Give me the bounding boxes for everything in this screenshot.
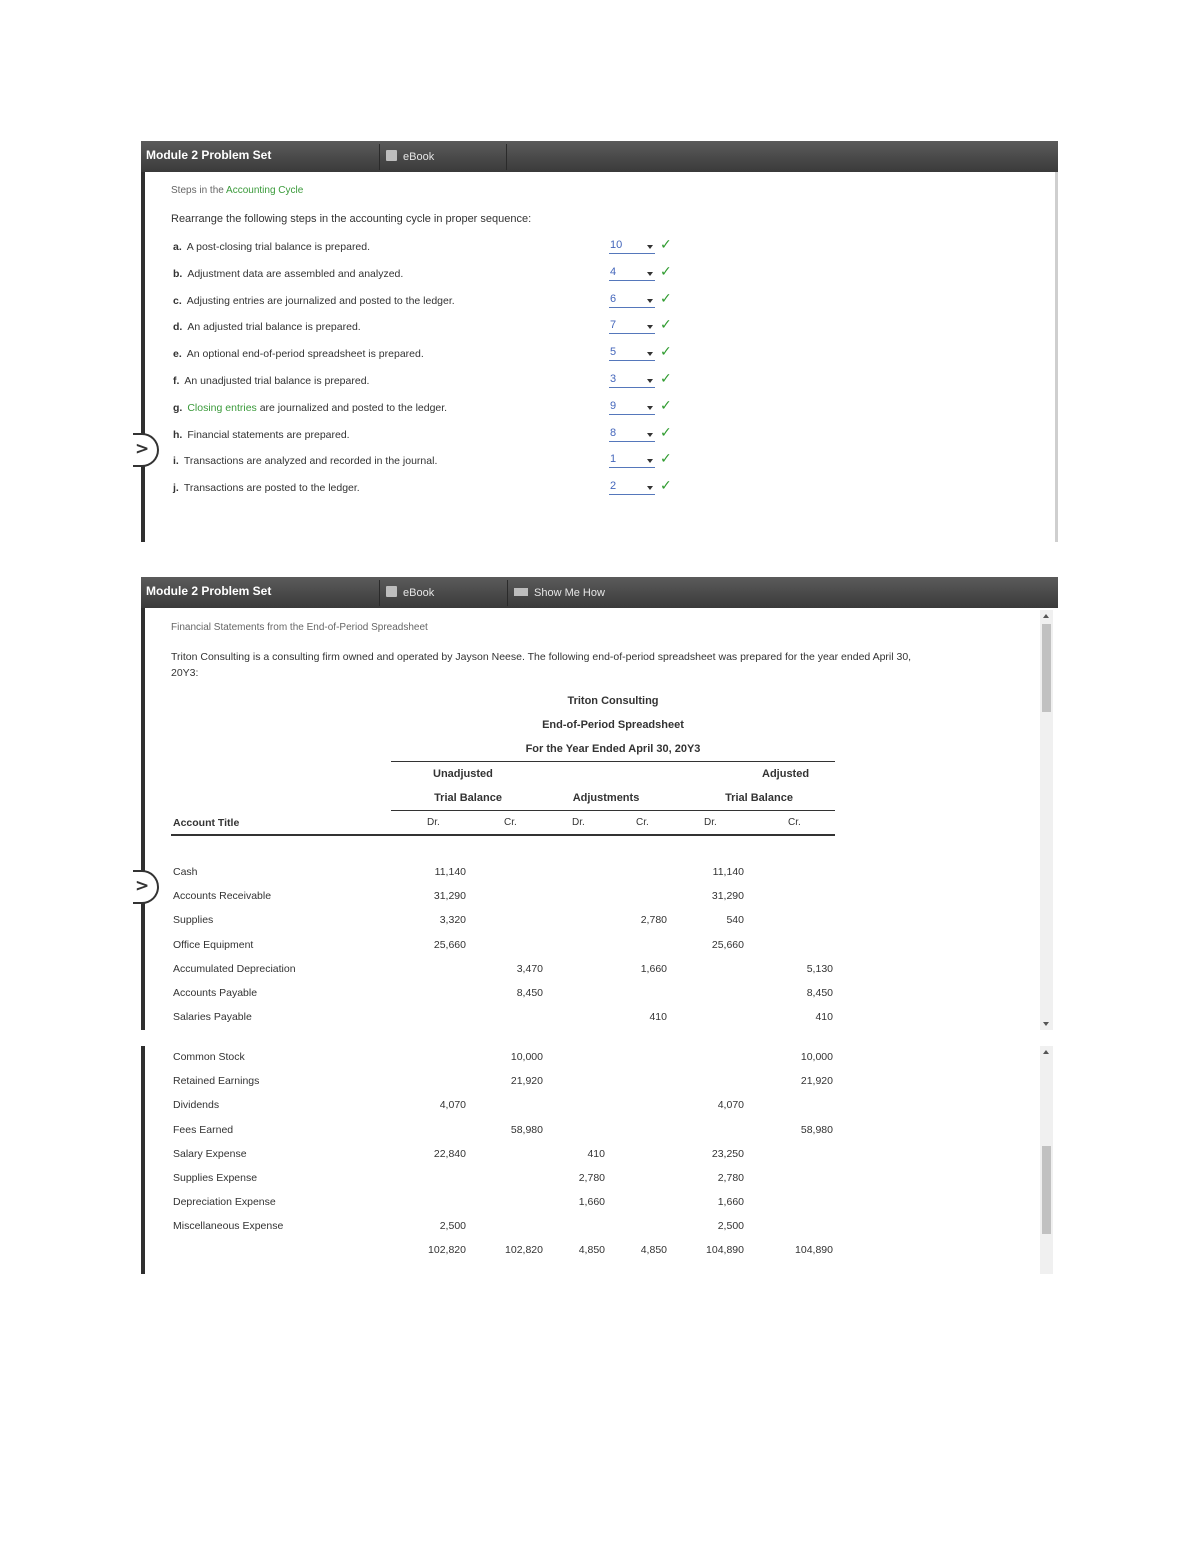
amount-cell: 4,070 — [439, 1099, 466, 1112]
chevron-down-icon — [647, 406, 653, 410]
chevron-down-icon — [647, 245, 653, 249]
ebook-label: eBook — [403, 151, 435, 163]
dropdown-value: 6 — [610, 292, 617, 305]
sequence-dropdown[interactable] — [609, 426, 655, 442]
amount-cell: 11,140 — [434, 866, 466, 878]
amount-cell: 3,320 — [439, 914, 466, 927]
sequence-dropdown[interactable] — [609, 455, 655, 468]
expand-arrow-icon[interactable]: > — [133, 870, 159, 904]
chevron-down-icon — [647, 459, 653, 463]
accounting-cycle-link[interactable]: Accounting Cycle — [226, 185, 304, 196]
col-cr-adjusted: Cr. — [788, 817, 801, 828]
amount-cell: 23,250 — [711, 1147, 744, 1160]
step-letter: d. — [173, 321, 183, 334]
amount-cell: 58,980 — [510, 1123, 543, 1136]
step-letter: c. — [173, 294, 182, 307]
scrollbar[interactable] — [1040, 1046, 1053, 1274]
amount-cell: 410 — [587, 1147, 605, 1160]
col-dr-adjustments: Dr. — [572, 817, 585, 828]
total-cell: 102,820 — [428, 1244, 466, 1256]
step-letter: h. — [173, 428, 183, 441]
panel-left-border — [141, 172, 145, 542]
account-title-header: Account Title — [173, 817, 240, 829]
panel-right-border — [1055, 172, 1058, 542]
chevron-down-icon — [647, 352, 653, 356]
amount-cell: 8,450 — [806, 987, 833, 999]
step-item — [173, 268, 403, 280]
chevron-down-icon — [647, 379, 653, 383]
account-title: Accumulated Depreciation — [173, 962, 296, 975]
spreadsheet-title: End-of-Period Spreadsheet — [542, 719, 684, 731]
step-item — [173, 429, 350, 441]
expand-arrow-icon[interactable]: > — [133, 433, 159, 467]
checkmark-icon: ✓ — [660, 317, 672, 334]
spreadsheet-continued-panel — [141, 1046, 1058, 1274]
total-cell: 4,850 — [578, 1244, 605, 1256]
amount-cell: 11,140 — [712, 866, 744, 878]
step-item — [173, 375, 369, 387]
account-title: Salaries Payable — [173, 1011, 252, 1024]
unadjusted-label: Unadjusted — [433, 768, 493, 780]
step-letter: g. — [173, 401, 183, 414]
show-me-how-label: Show Me How — [534, 587, 605, 599]
ebook-tab[interactable] — [379, 144, 506, 170]
total-cell: 104,890 — [706, 1244, 744, 1256]
step-text: An unadjusted trial balance is prepared. — [184, 375, 370, 387]
step-letter: i. — [173, 455, 179, 468]
checkmark-icon: ✓ — [660, 371, 672, 387]
chevron-down-icon — [647, 486, 653, 490]
ebook-label: eBook — [403, 587, 435, 599]
step-item — [173, 482, 360, 494]
account-title: Supplies — [173, 914, 214, 927]
adjusted-label: Adjusted — [762, 768, 810, 780]
sequence-dropdown[interactable] — [609, 241, 655, 254]
group-rule — [391, 810, 835, 811]
step-text: Adjusting entries are journalized and posted to the ledger. — [186, 294, 455, 307]
amount-cell: 410 — [815, 1011, 833, 1024]
dropdown-value: 5 — [610, 346, 617, 359]
step-letter: a. — [173, 241, 182, 253]
panel-title: Module 2 Problem Set — [146, 584, 272, 598]
sequence-dropdown[interactable] — [609, 399, 655, 415]
sequence-dropdown[interactable] — [609, 292, 655, 308]
panel-header — [141, 141, 1058, 172]
amount-cell: 1,660 — [578, 1196, 605, 1209]
account-title: Accounts Receivable — [173, 890, 272, 903]
account-title: Common Stock — [173, 1051, 245, 1063]
amount-cell: 2,500 — [717, 1220, 744, 1233]
sequence-dropdown[interactable] — [609, 321, 655, 334]
intro-text-line1: Triton Consulting is a consulting firm owned and operated by Jayson Neese. The following end-of-period spreadsheet was prepared for the year ended April 30, — [171, 651, 912, 663]
step-item — [173, 241, 370, 253]
show-me-how-tab[interactable] — [507, 580, 647, 606]
checkmark-icon: ✓ — [660, 290, 672, 307]
step-text: A post-closing trial balance is prepared. — [186, 241, 371, 253]
account-title: Miscellaneous Expense — [173, 1220, 284, 1233]
problem-subtitle: Financial Statements from the End-of-Period Spreadsheet — [171, 622, 428, 633]
amount-cell: 21,920 — [510, 1075, 543, 1088]
checkmark-icon: ✓ — [660, 397, 672, 414]
account-title: Dividends — [173, 1099, 220, 1112]
amount-cell: 5,130 — [806, 962, 833, 975]
checkmark-icon: ✓ — [660, 263, 672, 280]
instructions: Rearrange the following steps in the accounting cycle in proper sequence: — [171, 213, 532, 225]
dropdown-value: 7 — [610, 319, 617, 332]
panel-header — [141, 577, 1058, 608]
header-rule — [391, 761, 835, 762]
amount-cell: 1,660 — [717, 1196, 744, 1209]
amount-cell: 4,070 — [717, 1099, 744, 1112]
sequence-dropdown[interactable] — [609, 348, 655, 361]
step-text: An optional end-of-period spreadsheet is prepared. — [186, 348, 424, 361]
dropdown-value: 2 — [610, 480, 617, 493]
adjusted-trial-balance-label: Trial Balance — [725, 792, 793, 804]
scroll-thumb[interactable] — [1042, 1146, 1051, 1234]
step-text: Transactions are posted to the ledger. — [183, 482, 360, 495]
step-text: are journalized and posted to the ledger. — [256, 401, 448, 414]
scroll-thumb[interactable] — [1042, 624, 1051, 712]
amount-cell: 410 — [649, 1011, 667, 1024]
step-item — [173, 402, 447, 414]
chevron-down-icon — [647, 433, 653, 437]
amount-cell: 2,780 — [640, 914, 667, 927]
step-letter: e. — [173, 348, 182, 361]
intro-text-line2: 20Y3: — [171, 667, 199, 679]
amount-cell: 2,500 — [439, 1220, 466, 1233]
sequence-dropdown[interactable] — [609, 375, 655, 388]
video-camera-icon — [514, 588, 528, 596]
sequence-dropdown[interactable] — [609, 482, 655, 495]
step-item — [173, 295, 455, 307]
step-letter: f. — [173, 375, 180, 387]
account-title: Cash — [173, 866, 198, 878]
unadjusted-trial-balance-label: Trial Balance — [434, 792, 502, 804]
amount-cell: 22,840 — [433, 1147, 466, 1160]
amount-cell: 10,000 — [800, 1051, 833, 1063]
book-icon — [386, 150, 397, 161]
ebook-tab[interactable] — [379, 580, 506, 606]
col-cr-unadjusted: Cr. — [504, 817, 517, 828]
checkmark-icon: ✓ — [660, 424, 672, 441]
chevron-down-icon — [647, 299, 653, 303]
step-letter: b. — [173, 267, 183, 280]
scroll-down-icon[interactable] — [1043, 1022, 1049, 1026]
amount-cell: 540 — [726, 914, 744, 927]
col-dr-unadjusted: Dr. — [427, 817, 440, 828]
adjustments-label: Adjustments — [572, 792, 640, 804]
checkmark-icon: ✓ — [660, 478, 672, 495]
total-cell: 104,890 — [795, 1244, 833, 1256]
dropdown-value: 10 — [610, 239, 623, 251]
step-letter: j. — [173, 482, 179, 495]
account-title: Office Equipment — [173, 938, 254, 951]
company-name: Triton Consulting — [567, 695, 659, 707]
total-cell: 102,820 — [505, 1244, 543, 1256]
checkmark-icon: ✓ — [660, 451, 672, 468]
amount-cell: 8,450 — [516, 987, 543, 999]
chevron-down-icon — [647, 272, 653, 276]
closing-entries-link[interactable]: Closing entries — [187, 401, 257, 414]
step-item — [173, 348, 424, 360]
account-title: Depreciation Expense — [173, 1196, 276, 1209]
amount-cell: 10,000 — [510, 1051, 543, 1063]
amount-cell: 21,920 — [800, 1075, 833, 1088]
step-text: Financial statements are prepared. — [187, 428, 350, 441]
total-cell: 4,850 — [640, 1244, 667, 1256]
panel-left-border — [141, 1046, 145, 1274]
amount-cell: 58,980 — [800, 1123, 833, 1136]
header-divider — [506, 144, 508, 170]
amount-cell: 25,660 — [433, 938, 466, 951]
panel-title: Module 2 Problem Set — [146, 148, 272, 162]
book-icon — [386, 586, 397, 597]
dropdown-value: 8 — [610, 426, 617, 439]
account-title: Supplies Expense — [173, 1172, 258, 1184]
step-text: Transactions are analyzed and recorded in the journal. — [183, 455, 438, 468]
period-title: For the Year Ended April 30, 20Y3 — [525, 743, 701, 755]
dropdown-value: 4 — [610, 265, 617, 278]
step-item — [173, 455, 437, 467]
step-text: An adjusted trial balance is prepared. — [187, 321, 361, 334]
account-title: Accounts Payable — [173, 987, 258, 999]
dropdown-value: 1 — [610, 453, 617, 466]
amount-cell: 3,470 — [516, 962, 543, 975]
column-header-rule — [171, 834, 835, 836]
account-title: Salary Expense — [173, 1147, 247, 1160]
checkmark-icon: ✓ — [660, 237, 672, 253]
step-text: Adjustment data are assembled and analyzed. — [187, 267, 404, 280]
account-title: Fees Earned — [173, 1123, 234, 1136]
sequence-dropdown[interactable] — [609, 265, 655, 281]
problem-subtitle: Steps in the Accounting Cycle — [171, 185, 304, 196]
chevron-down-icon — [647, 325, 653, 329]
account-title: Retained Earnings — [173, 1075, 260, 1088]
amount-cell: 31,290 — [711, 890, 744, 903]
scroll-up-icon[interactable] — [1043, 1050, 1049, 1054]
dropdown-value: 9 — [610, 399, 617, 412]
checkmark-icon: ✓ — [660, 344, 672, 361]
amount-cell: 2,780 — [717, 1172, 744, 1184]
amount-cell: 31,290 — [433, 890, 466, 903]
dropdown-value: 3 — [610, 373, 617, 385]
amount-cell: 2,780 — [578, 1172, 605, 1184]
step-item — [173, 321, 361, 333]
amount-cell: 25,660 — [711, 938, 744, 951]
amount-cell: 1,660 — [640, 962, 667, 975]
col-dr-adjusted: Dr. — [704, 817, 717, 828]
col-cr-adjustments: Cr. — [636, 817, 649, 828]
scroll-up-icon[interactable] — [1043, 614, 1049, 618]
panel-left-border — [141, 608, 145, 1030]
scrollbar[interactable] — [1040, 610, 1053, 1030]
